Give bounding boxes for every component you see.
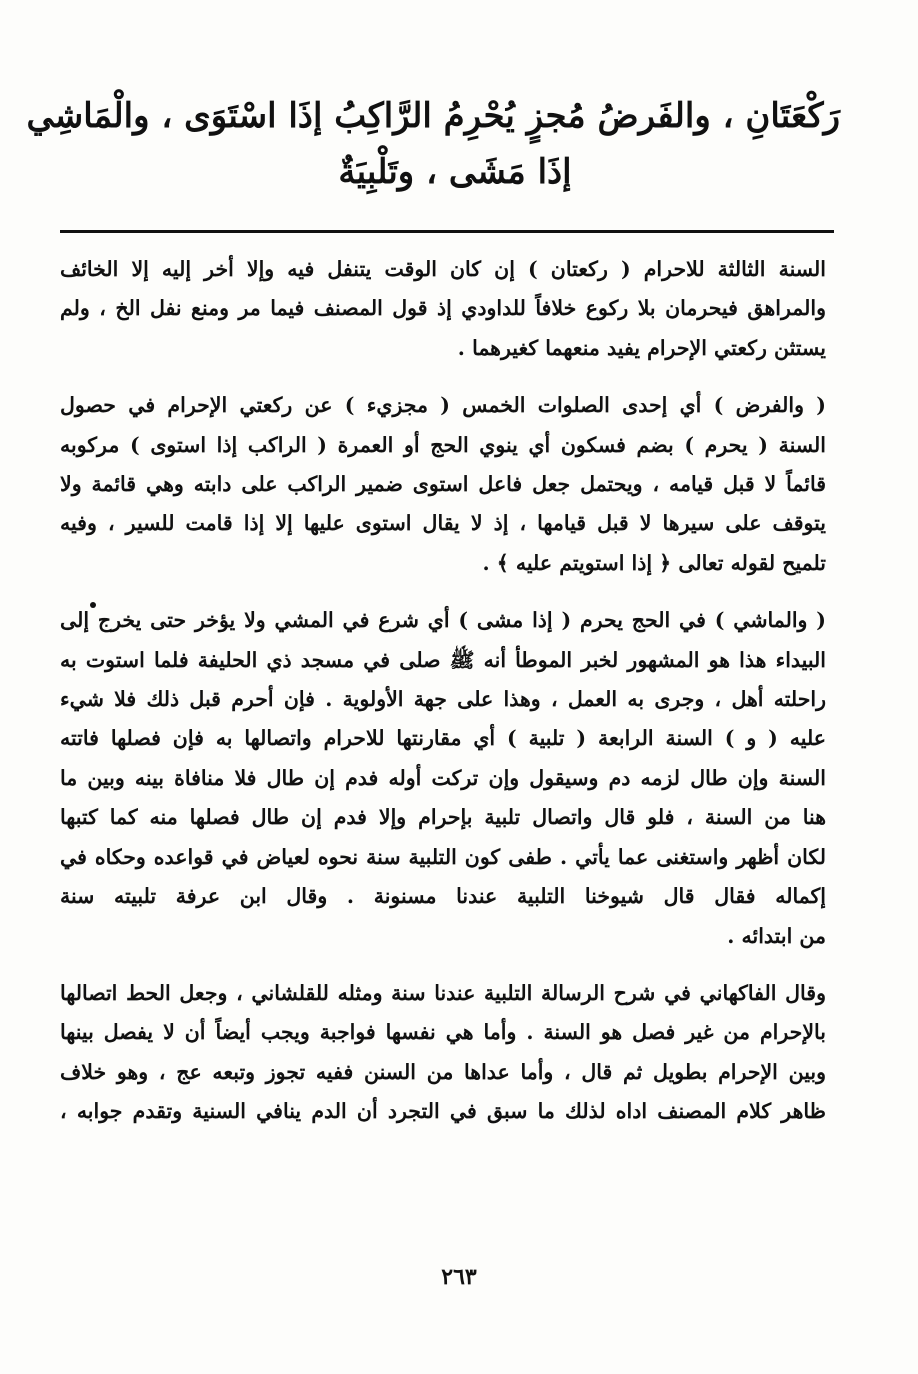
matn-line: إذَا مَشَى ، وتَلْبِيَةٌ: [338, 152, 572, 192]
commentary-body: [60, 250, 826, 1150]
header-divider: [60, 230, 834, 233]
text-line: السنة وإن طال لزمه دم وسيقول وإن تركت أوله فدم إن طال فلا منافاة بينه وبين ما: [60, 765, 826, 790]
text-line: وبين الإحرام بطويل ثم قال ، وأما عداها من السنن ففيه تجوز وتبعه عج ، وهو خلاف: [60, 1059, 826, 1084]
paragraph: [60, 386, 826, 583]
text-line: لكان أظهر واستغنى عما يأتي . طفى كون التلبية سنة نحوه لعياض في قواعده وحكاه في: [60, 844, 826, 869]
text-line: يتوقف على سيرها لا قبل قيامها ، إذ لا يقال استوى عليها إلا إذا قامت للسير ، وفيه: [60, 511, 826, 536]
paragraph: [60, 974, 826, 1132]
text-line: ( والماشي ) في الحج يحرم ( إذا مشى ) أي شرع في المشي ولا يؤخر حتى يخرج إلى: [60, 608, 826, 633]
text-line: ظاهر كلام المصنف اداه لذلك ما سبق في التجرد أن الدم ينافي السنية وتقدم جوابه ،: [60, 1099, 826, 1124]
text-line: بالإحرام من غير فصل هو السنة . وأما هي نفسها فواجبة ويجب أيضاً أن لا يفصل بينها: [60, 1020, 826, 1045]
text-line: إكماله فقال قال شيوخنا التلبية عندنا مسنونة . وقال ابن عرفة تلبيته سنة: [60, 884, 826, 909]
text-line: ( والفرض ) أي إحدى الصلوات الخمس ( مجزيء ) عن ركعتي الإحرام في حصول: [60, 393, 826, 418]
text-line: تلميح لقوله تعالى ﴿ إذا استويتم عليه ﴾ .: [482, 550, 826, 575]
print-speck: [90, 602, 96, 608]
paragraph: [60, 250, 826, 368]
text-line: البيداء هذا هو المشهور لخبر الموطأ أنه ﷺ صلى في مسجد ذي الحليفة فلما استوت به: [60, 647, 826, 672]
text-line: قائماً لا قبل قيامه ، ويحتمل جعل فاعل استوى ضمير الراكب على دابته وهي قائمة ولا: [60, 472, 826, 497]
page-number: ٢٦٣: [441, 1264, 477, 1290]
text-line: عليه ( و ) السنة الرابعة ( تلبية ) أي مقارنتها للاحرام واتصالها به فإن فصلها فاتته: [60, 726, 826, 751]
text-line: السنة الثالثة للاحرام ( ركعتان ) إن كان الوقت يتنفل فيه وإلا أخر إليه إلا الخائف: [60, 257, 826, 281]
text-line: هنا من السنة ، فلو قال واتصال تلبية بإحرام وإلا فدم إن طال فصلها منه كما كتبها: [60, 805, 826, 830]
text-line: راحلته أهل ، وجرى به العمل ، وهذا على جهة الأولوية . فإن أحرم قبل ذلك فلا شيء: [60, 687, 826, 712]
text-line: وقال الفاكهاني في شرح الرسالة التلبية عندنا سنة ومثله للقلشاني ، وجعل الحط اتصالها: [60, 980, 826, 1005]
matn-header: [26, 88, 840, 200]
text-line: السنة ( يحرم ) بضم فسكون أي ينوي الحج أو العمرة ( الراكب إذا استوى ) مركوبه: [60, 432, 826, 457]
matn-line: رَكْعَتَانِ ، والفَرضُ مُجزٍ يُحْرِمُ الرَّاكِبُ إذَا اسْتَوَى ، والْمَاشِي: [26, 96, 840, 136]
text-line: يستثن ركعتي الإحرام يفيد منعهما كغيرهما .: [457, 335, 826, 360]
text-line: من ابتدائه .: [727, 923, 826, 948]
text-line: والمراهق فيحرمان بلا ركوع خلافاً للداودي إذ قول المصنف فيما مر ومنع نفل الخ ، ولم: [60, 296, 826, 321]
paragraph: [60, 601, 826, 956]
